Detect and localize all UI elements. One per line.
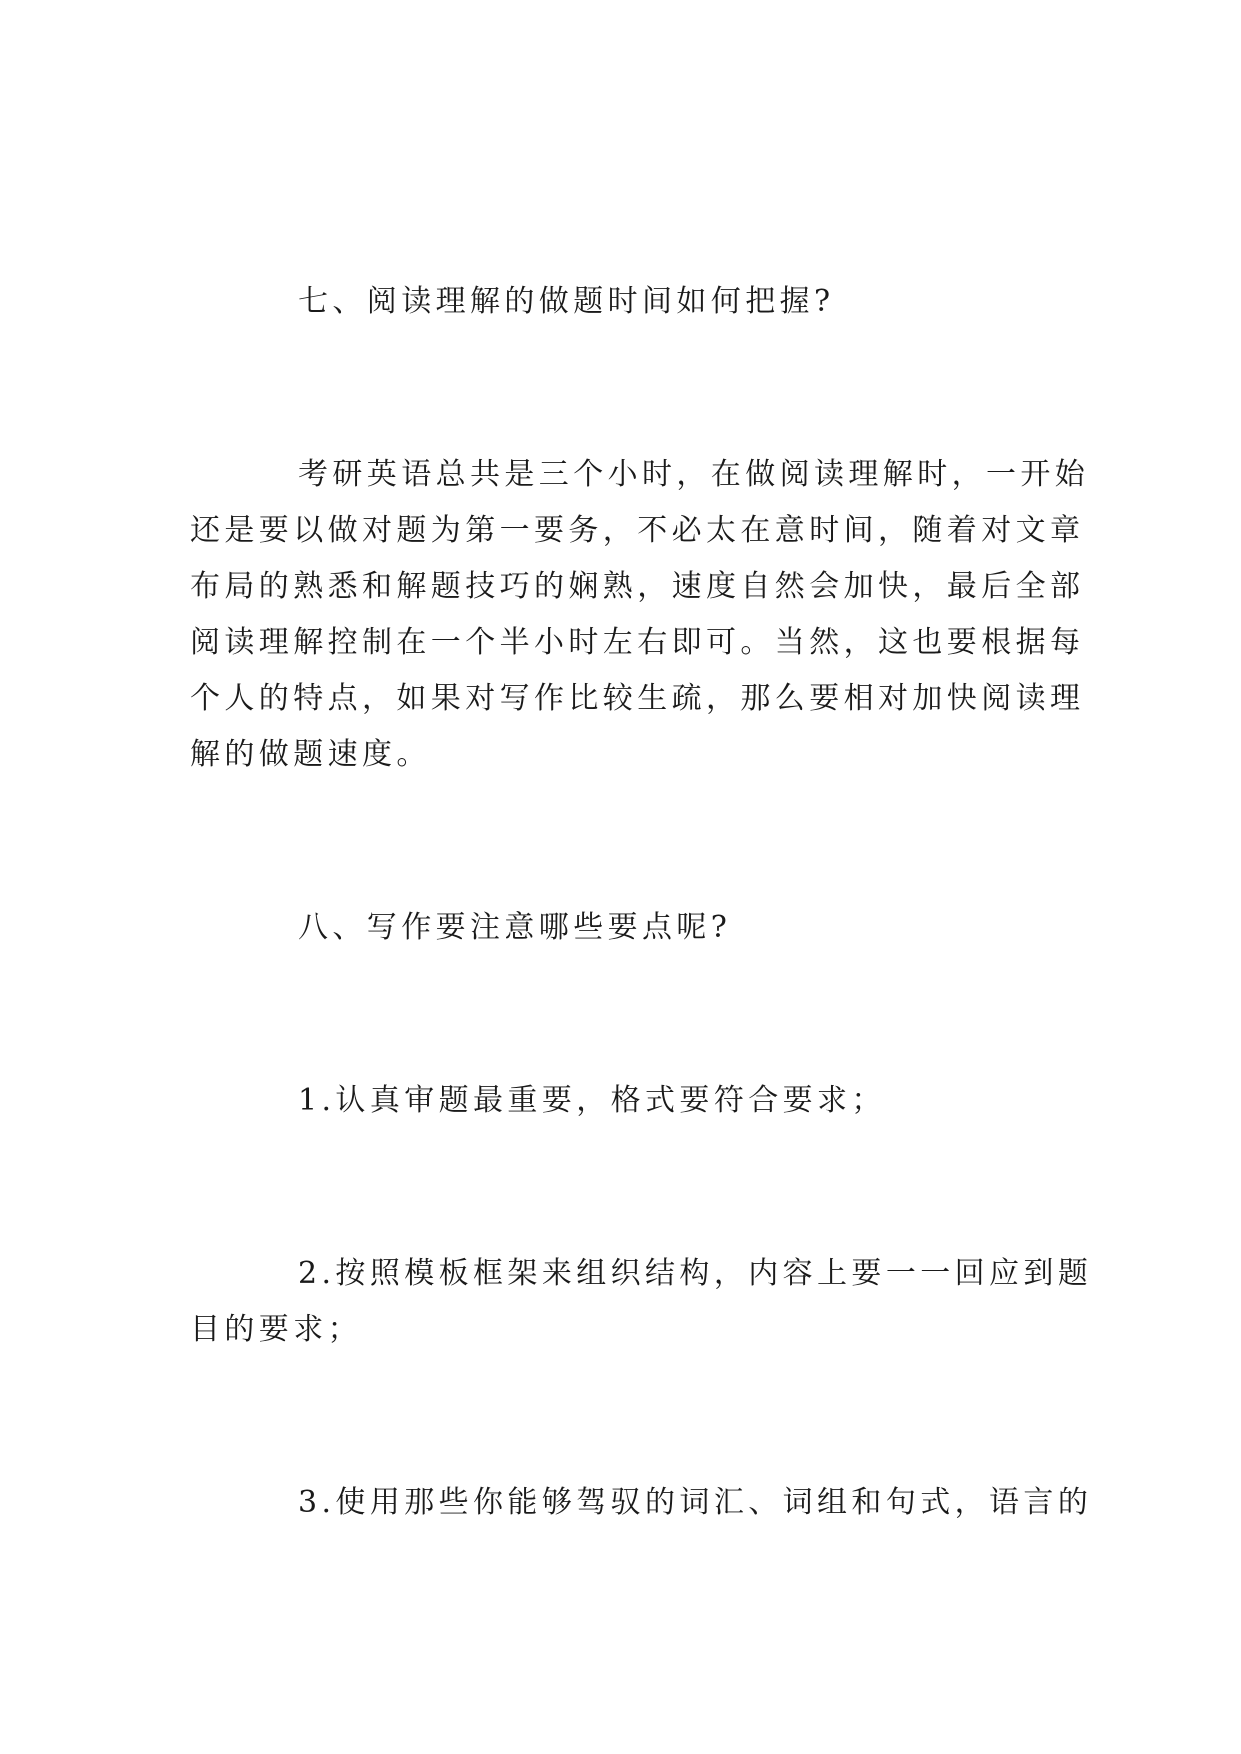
- list-item-1: 1.认真审题最重要，格式要符合要求；: [298, 1083, 886, 1118]
- paragraph-line: 阅读理解控制在一个半小时左右即可。当然，这也要根据每: [190, 625, 1085, 660]
- paragraph-line: 布局的熟悉和解题技巧的娴熟，速度自然会加快，最后全部: [190, 569, 1085, 604]
- list-item-line: 2.按照模板框架来组织结构，内容上要一一回应到题: [298, 1256, 1093, 1291]
- section-heading-8: 八、写作要注意哪些要点呢?: [298, 910, 732, 945]
- list-item-line: 目的要求；: [190, 1312, 362, 1347]
- paragraph-line: 解的做题速度。: [190, 737, 431, 772]
- list-item-3: 3.使用那些你能够驾驭的词汇、词组和句式，语言的: [298, 1485, 1093, 1520]
- paragraph-line: 还是要以做对题为第一要务，不必太在意时间，随着对文章: [190, 513, 1085, 548]
- paragraph-line: 考研英语总共是三个小时，在做阅读理解时，一开始: [298, 457, 1090, 492]
- paragraph-line: 个人的特点，如果对写作比较生疏，那么要相对加快阅读理: [190, 681, 1085, 716]
- section-heading-7: 七、阅读理解的做题时间如何把握?: [298, 284, 835, 319]
